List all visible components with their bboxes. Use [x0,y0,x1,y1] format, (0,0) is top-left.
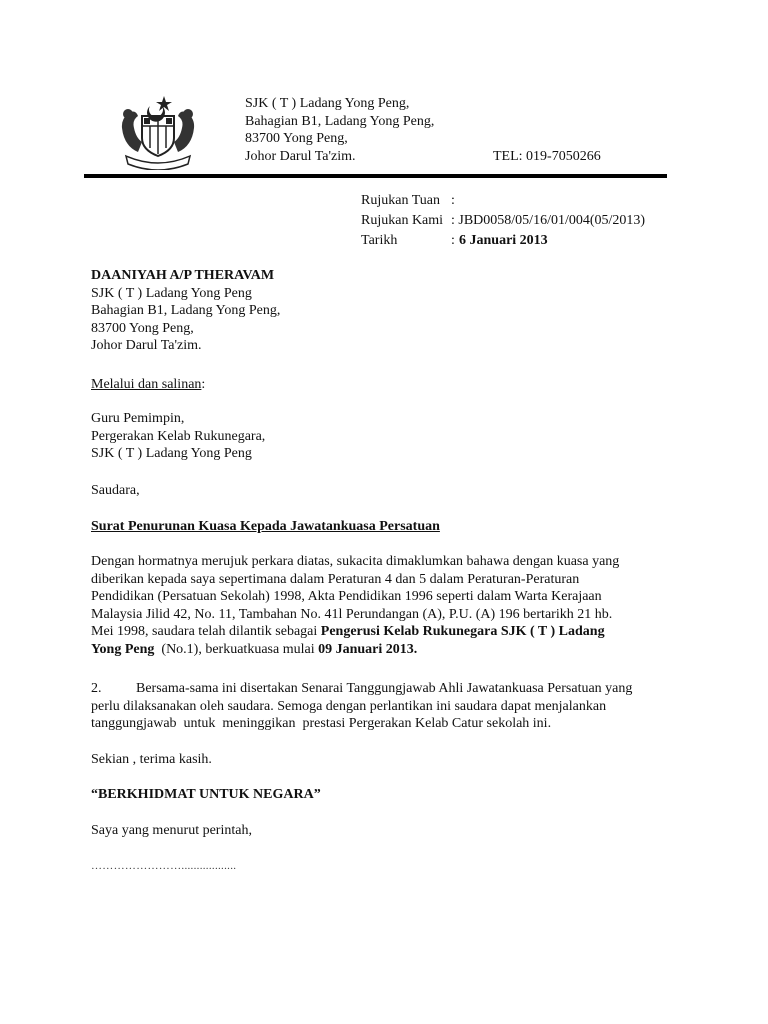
salutation: Saudara, [91,483,140,498]
via-line: Guru Pemimpin, [91,411,185,426]
via-line: SJK ( T ) Ladang Yong Peng [91,446,252,461]
paragraph-line: Malaysia Jilid 42, No. 11, Tambahan No. 41l Perundangan (A), P.U. (A) 196 bertarikh 21 hb. [91,606,613,622]
paragraph-text: Mei 1998, saudara telah dilantik sebagai [91,624,321,639]
paragraph-line [91,680,691,698]
paragraph-1 [91,553,691,658]
letterhead-tel: TEL: 019-7050266 [493,149,601,164]
subject-line: Surat Penurunan Kuasa Kepada Jawatankuasa Persatuan [91,519,440,534]
rujukan-kami-label: Rujukan Kami [361,213,444,228]
paragraph-line: perlu dilaksanakan oleh saudara. Semoga dengan perlantikan ini saudara dapat menjalankan [91,698,607,714]
appointment-title: Pengerusi Kelab Rukunegara SJK ( T ) Ladang [320,624,605,639]
recipient-name: DAANIYAH A/P THERAVAM [91,268,275,283]
recipient-block [91,267,491,355]
rujukan-kami-value: : JBD0058/05/16/01/004(05/2013) [451,213,646,228]
tarikh-value: 6 Januari 2013 [459,233,548,248]
motto: “BERKHIDMAT UNTUK NEGARA” [91,787,321,802]
sign-off: Saya yang menurut perintah, [91,823,252,838]
paragraph-text: Bersama-sama ini disertakan Senarai Tanggungjawab Ahli Jawatankuasa Persatuan yang [136,681,633,696]
effective-date: 09 Januari 2013. [318,641,418,657]
paragraph-line: tanggungjawab untuk meninggikan prestasi Pergerakan Kelab Catur sekolah ini. [91,716,552,731]
via-line: Pergerakan Kelab Rukunegara, [91,428,266,444]
rujukan-tuan-label: Rujukan Tuan [361,193,440,208]
paragraph-line: Pendidikan (Persatuan Sekolah) 1998, Akta Pendidikan 1996 seperti dalam Warta Kerajaan [91,589,602,604]
paragraph-line [91,623,691,641]
letterhead-line: SJK ( T ) Ladang Yong Peng, [245,96,410,111]
paragraph-line: diberikan kepada saya sepertimana dalam Peraturan 4 dan 5 dalam Peraturan-Peraturan [91,571,580,587]
paragraph-number: 2. [91,681,102,696]
letterhead-line: Bahagian B1, Ladang Yong Peng, [245,113,435,129]
recipient-line: Bahagian B1, Ladang Yong Peng, [91,303,281,318]
via-label: Melalui dan salinan [91,377,202,392]
recipient-line: Johor Darul Ta'zim. [91,338,202,353]
via-label-line [91,376,205,394]
paragraph-line [91,641,691,659]
header-divider [84,174,667,178]
recipient-line: 83700 Yong Peng, [91,320,194,336]
appointment-title-cont: Yong Peng [91,641,155,657]
letterhead-line: Johor Darul Ta'zim. [245,148,356,164]
recipient-line: SJK ( T ) Ladang Yong Peng [91,285,252,301]
paragraph-line: Dengan hormatnya merujuk perkara diatas, sukacita dimaklumkan bahawa dengan kuasa yang [91,554,620,569]
letterhead-line: 83700 Yong Peng, [245,131,348,146]
signature-line: …………………….................. [91,860,237,872]
reference-block [361,192,681,252]
rujukan-tuan-value: : [451,193,455,208]
closing-text: Sekian , terima kasih. [91,752,212,767]
paragraph-text: (No.1), berkuatkuasa mulai [154,641,319,657]
via-block [91,410,491,463]
tarikh-label: Tarikh [361,233,398,248]
paragraph-2 [91,680,691,733]
tarikh-colon: : [451,233,455,248]
via-colon: : [201,377,206,392]
coat-of-arms-logo [108,92,208,170]
